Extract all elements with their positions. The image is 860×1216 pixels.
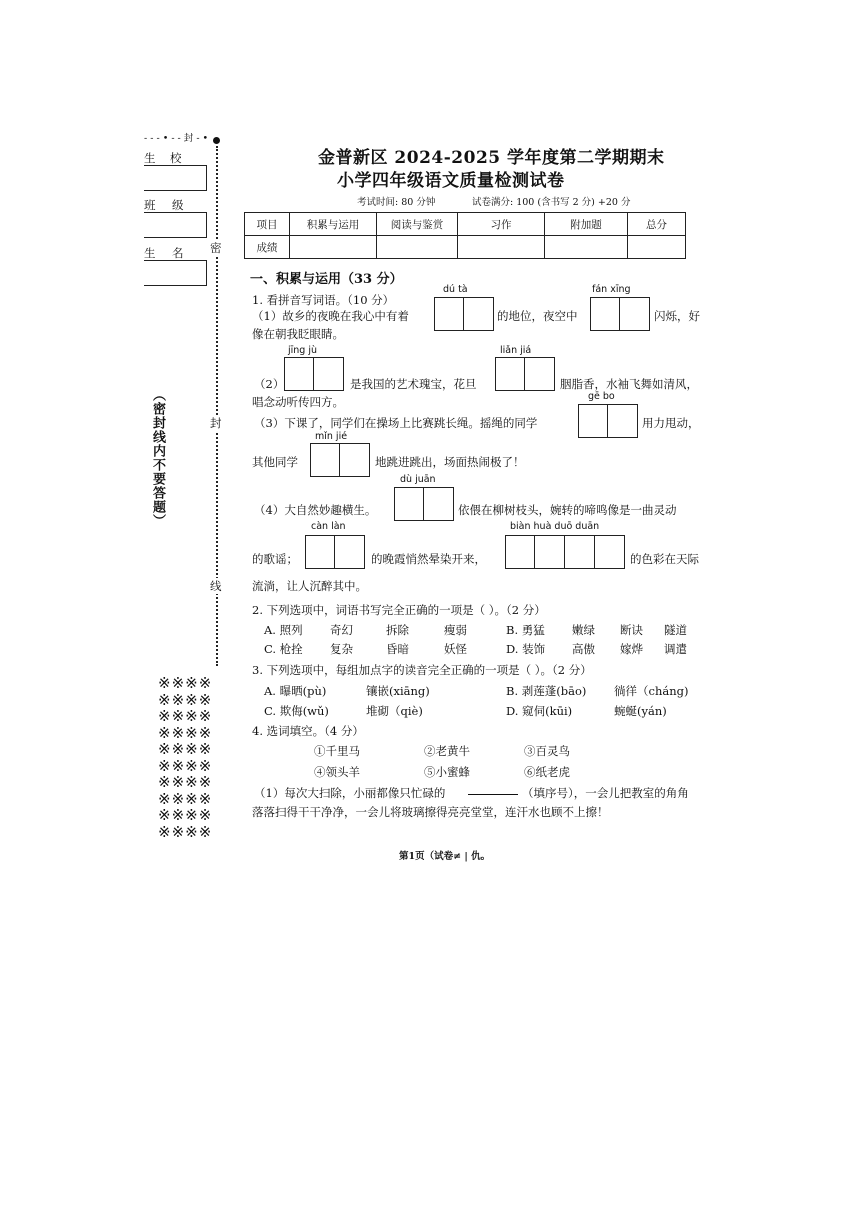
pinyin-fanxing: fán xīng xyxy=(592,284,631,295)
q2-d-word3: 嫁烨 xyxy=(620,642,643,656)
answer-box-dujuan[interactable] xyxy=(394,487,454,521)
label-school: 校 xyxy=(170,151,182,165)
q3-c-word2: 堆砌（qiè) xyxy=(366,704,423,718)
pinyin-lianjia: liǎn jiá xyxy=(500,345,532,356)
score-row-label: 成绩 xyxy=(245,236,290,259)
answer-box-lianjia[interactable] xyxy=(495,357,555,391)
answer-box-canlan[interactable] xyxy=(305,535,365,569)
exam-title-line2: 小学四年级语文质量检测试卷 xyxy=(337,171,565,191)
score-cell[interactable] xyxy=(628,236,686,259)
label-school-prefix: 生 xyxy=(144,151,156,165)
q1-s2a: （2） xyxy=(254,377,285,391)
score-col-accumulation: 积累与运用 xyxy=(290,213,377,236)
q4-s1b: 落落扫得干干净净，一会儿将玻璃擦得亮亮堂堂，连汗水也顾不上擦！ xyxy=(252,805,609,819)
school-field[interactable] xyxy=(144,165,207,191)
q1-s4c: 的歌谣； xyxy=(252,552,298,566)
q2-b-word3: 断诀 xyxy=(620,623,643,637)
score-col-item: 项目 xyxy=(245,213,290,236)
answer-box-minjie[interactable] xyxy=(310,443,370,477)
decorative-pattern: ※※※※ ※※※※ ※※※※ ※※※※ ※※※※ ※※※※ ※※※※ ※※※※ ※※※※ ※※※※ xyxy=(158,674,213,841)
label-name: 名 xyxy=(172,246,184,260)
q2-option-d[interactable]: D. 装饰 xyxy=(506,642,546,656)
q3-b-word2: 徜徉（cháng) xyxy=(614,684,689,698)
name-field[interactable] xyxy=(144,260,207,286)
q3-option-c[interactable]: C. 欺侮(wǔ) xyxy=(264,704,329,718)
score-cell[interactable] xyxy=(290,236,377,259)
q1-s3d: 地跳进跳出，场面热闹极了！ xyxy=(375,455,525,469)
score-col-reading: 阅读与鉴赏 xyxy=(377,213,458,236)
q1-s3c: 其他同学 xyxy=(252,455,298,469)
answer-box-dutuo[interactable] xyxy=(434,297,494,331)
q4-option-4: ④领头羊 xyxy=(314,765,360,779)
q1-stem: 1. 看拼音写词语。（10 分） xyxy=(252,293,395,307)
q4-stem: 4. 选词填空。（4 分） xyxy=(252,724,364,738)
q2-b-word4: 隧道 xyxy=(664,623,687,637)
q2-a-word4: 瘦弱 xyxy=(444,623,467,637)
seal-xian: 线 xyxy=(210,579,222,593)
seal-notice: （密封线内不要答题） xyxy=(150,388,165,528)
score-table-header-row xyxy=(245,213,686,236)
q2-c-word4: 妖怪 xyxy=(444,642,467,656)
q3-option-b[interactable]: B. 剥莲蓬(bāo) xyxy=(506,684,587,698)
q4-option-2: ②老黄牛 xyxy=(424,744,470,758)
page-footer: 第1页（试卷≠ | 仇。 xyxy=(399,851,491,862)
full-score: 试卷满分: 100 (含书写 2 分) +20 分 xyxy=(472,197,631,208)
q4-option-6: ⑥纸老虎 xyxy=(524,765,570,779)
class-field[interactable] xyxy=(144,212,207,238)
score-table-value-row xyxy=(245,236,686,259)
q1-s4d: 的晚霞悄然晕染开来， xyxy=(371,552,486,566)
q2-stem: 2. 下列选项中，词语书写完全正确的一项是（ ）。（2 分） xyxy=(252,603,546,617)
exam-time: 考试时间: 80 分钟 xyxy=(357,197,436,208)
answer-box-jingju[interactable] xyxy=(284,357,344,391)
q2-c-word3: 昏暗 xyxy=(386,642,409,656)
answer-box-gebo[interactable] xyxy=(578,404,638,438)
q2-d-word2: 高傲 xyxy=(572,642,595,656)
q2-c-word2: 复杂 xyxy=(330,642,353,656)
score-table xyxy=(244,212,686,259)
pinyin-dujuan: dù juān xyxy=(400,474,436,485)
score-cell[interactable] xyxy=(377,236,458,259)
q1-s2d: 唱念动听传四方。 xyxy=(252,395,344,409)
q1-s1d: 像在朝我眨眼睛。 xyxy=(252,327,344,341)
q1-s3b: 用力甩动， xyxy=(642,416,700,430)
q2-option-b[interactable]: B. 勇猛 xyxy=(506,623,545,637)
label-class: 级 xyxy=(172,198,184,212)
answer-box-fanxing[interactable] xyxy=(590,297,650,331)
q3-d-word2: 蜿蜒(yán) xyxy=(614,704,667,718)
q3-option-a[interactable]: A. 曝晒(pù) xyxy=(264,684,327,698)
q3-stem: 3. 下列选项中，每组加点字的读音完全正确的一项是（ ）。（2 分） xyxy=(252,663,592,677)
q2-b-word2: 嫩绿 xyxy=(572,623,595,637)
score-cell[interactable] xyxy=(545,236,628,259)
binding-top-dots: - - - • - - 封 - • xyxy=(144,133,209,144)
q1-s4a: （4）大自然妙趣横生。 xyxy=(254,503,377,517)
q4-blank-1[interactable] xyxy=(468,784,518,795)
seal-feng: 封 xyxy=(210,416,222,430)
pinyin-canlan: càn làn xyxy=(311,521,346,532)
q1-s1b: 的地位，夜空中 xyxy=(497,309,578,323)
q4-option-5: ⑤小蜜蜂 xyxy=(424,765,470,779)
q1-s2b: 是我国的艺术瑰宝，花旦 xyxy=(350,377,477,391)
label-class-prefix: 班 xyxy=(144,198,156,212)
q2-a-word3: 拆除 xyxy=(386,623,409,637)
q1-s1a: （1）故乡的夜晚在我心中有着 xyxy=(252,309,409,323)
q1-s4f: 流淌，让人沉醉其中。 xyxy=(252,579,367,593)
q2-option-c[interactable]: C. 枪拴 xyxy=(264,642,303,656)
q1-s3a: （3）下课了，同学们在操场上比赛跳长绳。摇绳的同学 xyxy=(254,416,538,430)
exam-title-line1: 金普新区 2024-2025 学年度第二学期期末 xyxy=(318,148,665,168)
q1-s4b: 依偎在柳树枝头，婉转的啼鸣像是一曲灵动 xyxy=(458,503,677,517)
score-col-writing: 习作 xyxy=(458,213,545,236)
q4-option-3: ③百灵鸟 xyxy=(524,744,570,758)
pinyin-bianhuan: biàn huà duō duān xyxy=(510,521,600,532)
label-name-prefix: 生 xyxy=(144,246,156,260)
q2-d-word4: 调遣 xyxy=(664,642,687,656)
q2-option-a[interactable]: A. 照列 xyxy=(264,623,303,637)
score-cell[interactable] xyxy=(458,236,545,259)
q3-option-d[interactable]: D. 窥伺(kūi) xyxy=(506,704,573,718)
q4-s1a: （1）每次大扫除，小丽都像只忙碌的 xyxy=(254,786,446,800)
q4-option-1: ①千里马 xyxy=(314,744,360,758)
pinyin-dutuo: dú tà xyxy=(443,284,468,295)
q1-s4e: 的色彩在天际 xyxy=(630,552,699,566)
pinyin-gebo: gē bo xyxy=(588,391,615,402)
section1-heading: 一、积累与运用（33 分） xyxy=(250,272,403,287)
binding-dot xyxy=(213,137,220,144)
q3-a-word2: 镶嵌(xiāng) xyxy=(366,684,430,698)
pinyin-minjie: mǐn jié xyxy=(315,431,348,442)
seal-mi: 密 xyxy=(210,241,222,255)
q2-a-word2: 奇幻 xyxy=(330,623,353,637)
q1-s1c: 闪烁，好 xyxy=(654,309,700,323)
answer-box-bianhuan[interactable] xyxy=(505,535,625,569)
score-col-total: 总分 xyxy=(628,213,686,236)
q4-s1-hint: （填序号），一会儿把教室的角角 xyxy=(522,786,689,800)
pinyin-jingju: jīng jù xyxy=(288,345,318,356)
score-col-extra: 附加题 xyxy=(545,213,628,236)
q1-s2c: 胭脂香，水袖飞舞如清风， xyxy=(560,377,698,391)
